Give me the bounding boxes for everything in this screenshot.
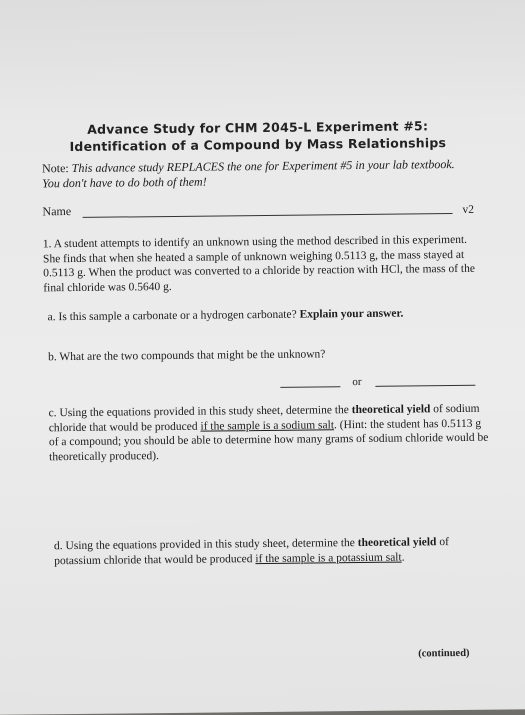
note-text-1: This advance study REPLACES the one for Experiment #5 in your lab textbook. [71,157,455,176]
part-d-text-3: . [401,551,405,564]
page-title: Advance Study for CHM 2045-L Experiment #5: [87,118,429,137]
part-d-text-2: of potassium chloride that would be produced [54,536,449,567]
answer-blank-2 [375,385,475,387]
question-part-c [49,402,490,465]
part-d-text-1: d. Using the equations provided in this study sheet, determine the [53,537,358,553]
part-c-text-1: c. Using the equations provided in this study sheet, determine the [48,404,352,420]
answer-blanks-row [280,375,490,389]
answer-blank-1 [280,386,340,388]
continued-label: (continued) [418,647,470,660]
part-d-underline: if the sample is a potassium salt [255,551,402,565]
part-c-bold: theoretical yield [351,403,431,417]
part-d-bold: theoretical yield [357,536,437,550]
name-blank-line [83,213,453,218]
part-c-underline: if the sample is a sodium salt [200,418,335,433]
part-a-bold: Explain your answer. [299,307,404,321]
version-label: v2 [462,203,475,216]
or-label: or [352,375,362,389]
question-part-a [48,306,478,325]
page-subtitle: Identification of a Compound by Mass Relationships [69,135,447,155]
question-1: 1. A student attempts to identify an unknown using the method described in this experiment. She finds that when she heated a sample of unknown weighing 0.5113 g, the mass stayed at 0.5113 g. When the product was converted to a chloride by reaction with HCl, the mass of the final chloride was 0.5640 g. [42,233,475,294]
part-c-text-2: of sodium chloride that would be produced [48,402,480,434]
question-part-b: b. What are the two compounds that might be the unknown? [47,348,326,364]
part-c-text-3: . (Hint: the student has 0.5113 g of a compound; you should be able to determine how many grams of sodium chloride would be theoretically produced). [48,417,489,463]
name-label: Name [42,204,72,219]
name-row [42,200,492,220]
question-part-d [54,535,484,569]
note-text-2: You don't have to do both of them! [42,174,207,191]
part-a-text: a. Is this sample a carbonate or a hydrogen carbonate? [47,308,300,324]
note-label: Note: [41,161,69,176]
note-block [42,157,482,192]
